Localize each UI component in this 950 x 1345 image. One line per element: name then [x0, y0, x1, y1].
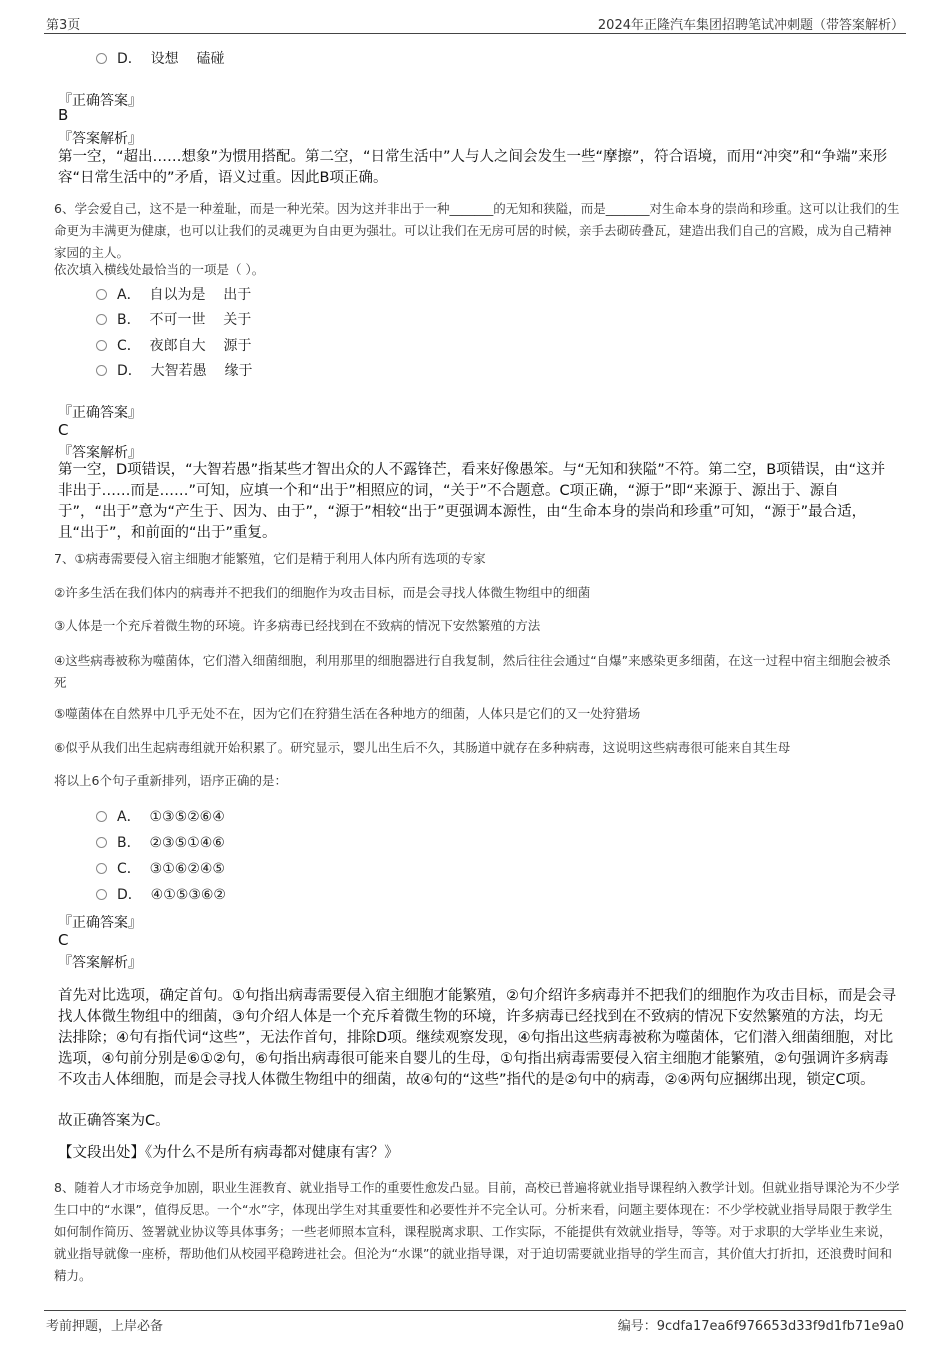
- header-divider: [44, 33, 906, 34]
- q5-answer-label: 『正确答案』: [58, 93, 142, 109]
- radio-icon[interactable]: [96, 837, 107, 848]
- q7-answer: C: [58, 931, 69, 949]
- q7-sentence-4: ④这些病毒被称为噬菌体，它们潜入细菌细胞，利用那里的细胞器进行自我复制，然后往往会通过“自爆”来感染更多细菌，在这一过程中宿主细胞会被杀死: [54, 653, 891, 690]
- q6-instruction: 依次填入横线处最恰当的一项是（ ）。: [54, 262, 265, 277]
- q5-option-d[interactable]: D． 设想 磕碰: [96, 48, 224, 68]
- radio-icon[interactable]: [96, 889, 107, 900]
- document-id: 编号：9cdfa17ea6f976653d33f9d1fb71e9a0: [617, 1319, 904, 1334]
- q7-sentence-5: ⑤噬菌体在自然界中几乎无处不在，因为它们在狩猎生活在各种地方的细菌，人体只是它们的又一处狩猎场: [54, 706, 641, 721]
- q7-source: 【文段出处】《为什么不是所有病毒都对健康有害？》: [58, 1145, 399, 1161]
- radio-icon[interactable]: [96, 811, 107, 822]
- footer-slogan: 考前押题，上岸必备: [46, 1319, 164, 1334]
- q7-answer-label: 『正确答案』: [58, 915, 142, 931]
- q7-option-b[interactable]: B． ②③⑤①④⑥: [96, 832, 225, 852]
- q7-analysis-label: 『答案解析』: [58, 955, 142, 971]
- radio-icon[interactable]: [96, 863, 107, 874]
- footer-divider: [44, 1310, 906, 1311]
- radio-icon[interactable]: [96, 340, 107, 351]
- q7-sentence-6: ⑥似乎从我们出生起病毒组就开始积累了。研究显示，婴儿出生后不久，其肠道中就存在多种病毒，这说明这些病毒很可能来自其生母: [54, 740, 791, 755]
- q7-sentence-3: ③人体是一个充斥着微生物的环境。许多病毒已经找到在不致病的情况下安然繁殖的方法: [54, 618, 541, 633]
- radio-icon[interactable]: [96, 314, 107, 325]
- q8-stem: 8、随着人才市场竞争加剧，职业生涯教育、就业指导工作的重要性愈发凸显。目前，高校已普遍将就业指导课程纳入教学计划。但就业指导课沦为不少学生口中的“水课”，值得反思。一个“水”字，体现出学生对其重要性和必要性并不完全认可。分析来看，问题主要体现在：不少学校就业指导局限于教学生如何制作简历、签署就业协议等具体事务；一些老师照本宣科，课程脱离求职、工作实际，不能提供有效就业指导，等等。对于求职的大学毕业生来说，就业指导就像一座桥，帮助他们从校园平稳跨进社会。但沦为“水课”的就业指导课，对于迫切需要就业指导的学生而言，其价值大打折扣，还浪费时间和精力。: [54, 1180, 900, 1283]
- q7-option-d[interactable]: D． ④①⑤③⑥②: [96, 884, 226, 904]
- q5-analysis-label: 『答案解析』: [58, 131, 142, 147]
- q7-analysis: 首先对比选项，确定首句。①句指出病毒需要侵入宿主细胞才能繁殖，②句介绍许多病毒并不把我们的细胞作为攻击目标，而是会寻找人体微生物组中的细菌，③句介绍人体是一个充斥着微生物的环境，许多病毒已经找到在不致病的情况下安然繁殖的方法，均无法排除；④句有指代词“这些”，无法作首句，排除D项。继续观察发现，④句指出这些病毒被称为噬菌体，它们潜入细菌细胞，对比选项，④句前分别是⑥①②句，⑥句指出病毒很可能来自婴儿的生母，①句指出病毒需要侵入宿主细胞才能繁殖，②句强调许多病毒不攻击人体细胞，而是会寻找人体微生物组中的细菌，故④句的“这些”指代的是②句中的病毒，②④两句应捆绑出现，锁定C项。: [58, 988, 896, 1088]
- q6-analysis-label: 『答案解析』: [58, 445, 142, 461]
- q5-answer: B: [58, 106, 69, 124]
- q6-analysis: 第一空，D项错误，“大智若愚”指某些才智出众的人不露锋芒，看来好像愚笨。与“无知和狭隘”不符。第二空，B项错误，由“这并非出于……而是……”可知，应填一个和“出于”相照应的词，“关于”不合题意。C项正确，“源于”即“来源于、源出于、源自于”，“出于”意为“产生于、因为、由于”，“源于”相较“出于”更强调本源性，由“生命本身的崇尚和珍重”可知，“源于”最合适，且“出于”，和前面的“出于”重复。: [58, 462, 886, 541]
- radio-icon[interactable]: [96, 53, 107, 64]
- radio-icon[interactable]: [96, 365, 107, 376]
- document-title: 2024年正隆汽车集团招聘笔试冲刺题（带答案解析）: [597, 18, 904, 33]
- page-number: 第3页: [46, 18, 81, 33]
- q6-answer: C: [58, 421, 69, 439]
- q7-option-a[interactable]: A． ①③⑤②⑥④: [96, 806, 225, 826]
- q6-option-d[interactable]: D． 大智若愚 缘于: [96, 360, 252, 380]
- q6-option-c[interactable]: C． 夜郎自大 源于: [96, 335, 251, 355]
- q7-option-c[interactable]: C． ③①⑥②④⑤: [96, 858, 225, 878]
- q6-option-b[interactable]: B． 不可一世 关于: [96, 309, 251, 329]
- q5-analysis: 第一空，“超出……想象”为惯用搭配。第二空，“日常生活中”人与人之间会发生一些“摩擦”，符合语境，而用“冲突”和“争端”来形容“日常生活中的”矛盾，语义过重。因此B项正确。: [58, 149, 888, 186]
- q7-sentence-2: ②许多生活在我们体内的病毒并不把我们的细胞作为攻击目标，而是会寻找人体微生物组中的细菌: [54, 585, 591, 600]
- q7-sentence-1: 7、①病毒需要侵入宿主细胞才能繁殖，它们是精于利用人体内所有选项的专家: [54, 551, 486, 566]
- q6-stem: 6、学会爱自己，这不是一种羞耻，而是一种光荣。因为这并非出于一种_______的无知和狭隘，而是_______对生命本身的崇尚和珍重。这可以让我们的生命更为丰满更为健康，也可以让我们的灵魂更为自由更为强壮。可以让我们在无房可居的时候，亲手去砌砖叠瓦，建造出我们自己的宫殿，成为自己精神家园的主人。: [54, 201, 900, 260]
- q7-conclusion: 故正确答案为C。: [58, 1113, 170, 1129]
- q6-answer-label: 『正确答案』: [58, 405, 142, 421]
- q6-option-a[interactable]: A． 自以为是 出于: [96, 284, 251, 304]
- radio-icon[interactable]: [96, 289, 107, 300]
- q7-instruction: 将以上6个句子重新排列，语序正确的是：: [54, 773, 287, 788]
